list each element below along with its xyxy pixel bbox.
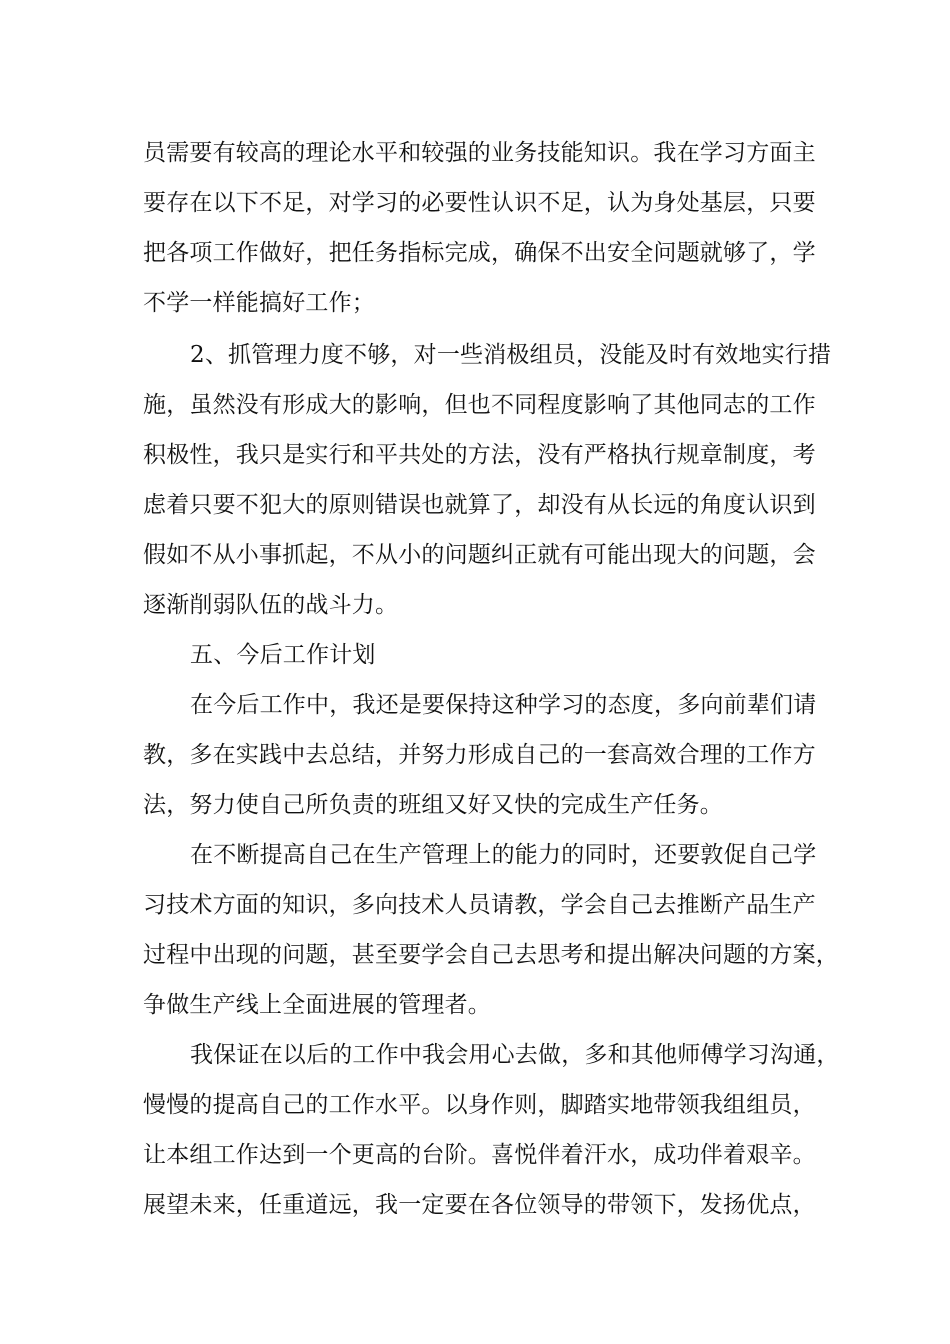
text-line: 法，努力使自己所负责的班组又好又快的完成生产任务。 (143, 792, 723, 818)
text-line: 在不断提高自己在生产管理上的能力的同时，还要敦促自己学 (190, 842, 817, 868)
text-line: 我保证在以后的工作中我会用心去做，多和其他师傅学习沟通， (190, 1042, 840, 1068)
text-line: 把各项工作做好，把任务指标完成，确保不出安全问题就够了，学 (143, 240, 816, 266)
text-line: 争做生产线上全面进展的管理者。 (143, 992, 491, 1018)
text-line: 2、抓管理力度不够，对一些消极组员，没能及时有效地实行措 (190, 342, 832, 368)
text-line: 在今后工作中，我还是要保持这种学习的态度，多向前辈们请 (190, 692, 817, 718)
text-line: 员需要有较高的理论水平和较强的业务技能知识。我在学习方面主 (143, 140, 816, 166)
text-line: 不学一样能搞好工作； (143, 290, 375, 316)
text-line: 施，虽然没有形成大的影响，但也不同程度影响了其他同志的工作 (143, 392, 816, 418)
text-line: 展望未来，任重道远，我一定要在各位领导的带领下，发扬优点， (143, 1192, 816, 1218)
text-line: 逐渐削弱队伍的战斗力。 (143, 592, 399, 618)
text-line: 虑着只要不犯大的原则错误也就算了，却没有从长远的角度认识到 (143, 492, 816, 518)
section-heading: 五、今后工作计划 (190, 642, 376, 668)
text-line: 假如不从小事抓起，不从小的问题纠正就有可能出现大的问题，会 (143, 542, 816, 568)
text-line: 让本组工作达到一个更高的台阶。喜悦伴着汗水，成功伴着艰辛。 (143, 1142, 816, 1168)
text-line: 要存在以下不足，对学习的必要性认识不足，认为身处基层，只要 (143, 190, 816, 216)
text-line: 过程中出现的问题，甚至要学会自己去思考和提出解决问题的方案， (143, 942, 839, 968)
text-line: 积极性，我只是实行和平共处的方法，没有严格执行规章制度，考 (143, 442, 816, 468)
text-line: 慢慢的提高自己的工作水平。以身作则，脚踏实地带领我组组员， (143, 1092, 816, 1118)
text-line: 教，多在实践中去总结，并努力形成自己的一套高效合理的工作方 (143, 742, 816, 768)
text-line: 习技术方面的知识，多向技术人员请教，学会自己去推断产品生产 (143, 892, 816, 918)
